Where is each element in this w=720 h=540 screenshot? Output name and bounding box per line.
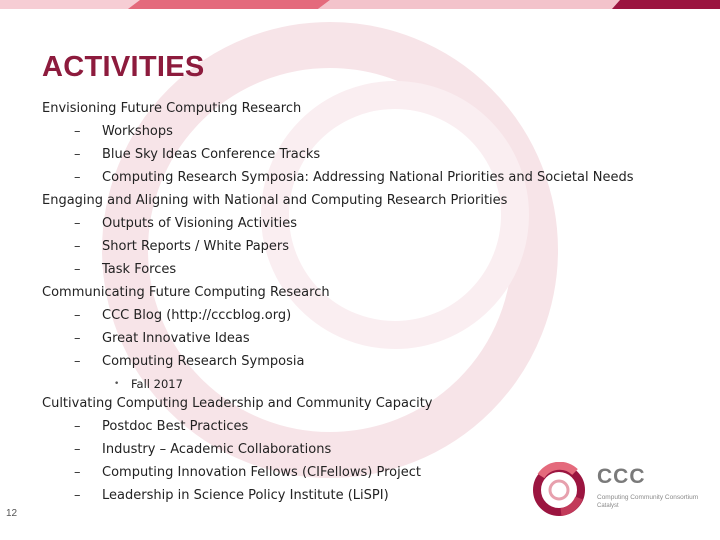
dash-marker: – [74,442,81,457]
outline-text: Industry – Academic Collaborations [102,442,332,457]
slide-title: ACTIVITIES [42,51,205,83]
outline-text: Leadership in Science Policy Institute (LiSPI) [102,488,389,503]
dash-marker: – [74,239,81,254]
outline-subitem [42,306,682,329]
outline-subitem [42,440,682,463]
outline-subitem [42,237,682,260]
outline-subitem [42,122,682,145]
dash-marker: – [74,354,81,369]
outline-text: Engaging and Aligning with National and Computing Research Priorities [42,193,508,208]
logo-wordmark [597,466,698,510]
outline-text: Postdoc Best Practices [102,419,249,434]
outline-text: Short Reports / White Papers [102,239,290,254]
outline-text: Great Innovative Ideas [102,331,250,346]
outline-subitem [42,417,682,440]
outline-text: Outputs of Visioning Activities [102,216,298,231]
logo-name: Computing Community Consortium [597,494,699,501]
dash-marker: – [74,147,81,162]
outline-list [42,99,682,509]
outline-subitem [42,260,682,283]
logo-tagline: Catalyst [597,503,619,509]
dash-marker: – [74,308,81,323]
outline-text: Communicating Future Computing Research [42,285,330,300]
dash-marker: – [74,262,81,277]
logo-acronym: CCC [597,465,646,488]
ccc-ring-icon [531,462,587,518]
top-decorative-band [0,0,720,9]
dash-marker: – [74,488,81,503]
dash-marker: – [74,331,81,346]
outline-text: Computing Research Symposia: Addressing National Priorities and Societal Needs [102,170,634,185]
outline-text: Task Forces [102,262,177,277]
outline-text: Blue Sky Ideas Conference Tracks [102,147,321,162]
dash-marker: – [74,419,81,434]
slide-number: 12 [6,508,18,519]
outline-heading [42,99,682,122]
ccc-logo [531,462,706,518]
dash-marker: – [74,124,81,139]
dash-marker: – [74,216,81,231]
outline-subitem [42,329,682,352]
outline-subitem [42,352,682,375]
outline-subitem [42,168,682,191]
outline-text: CCC Blog (http://cccblog.org) [102,308,292,323]
outline-subitem [42,214,682,237]
outline-text: Envisioning Future Computing Research [42,101,302,116]
outline-heading [42,283,682,306]
outline-heading [42,191,682,214]
outline-subsubitem [42,375,682,394]
outline-text: Computing Innovation Fellows (CIFellows) Project [102,465,421,480]
dash-marker: – [74,170,81,185]
dash-marker: – [74,465,81,480]
outline-text: Computing Research Symposia [102,354,305,369]
outline-text: Cultivating Computing Leadership and Community Capacity [42,396,433,411]
bullet-marker: • [114,379,120,389]
outline-heading [42,394,682,417]
outline-subitem [42,145,682,168]
outline-text: Fall 2017 [131,377,183,391]
outline-text: Workshops [102,124,173,139]
